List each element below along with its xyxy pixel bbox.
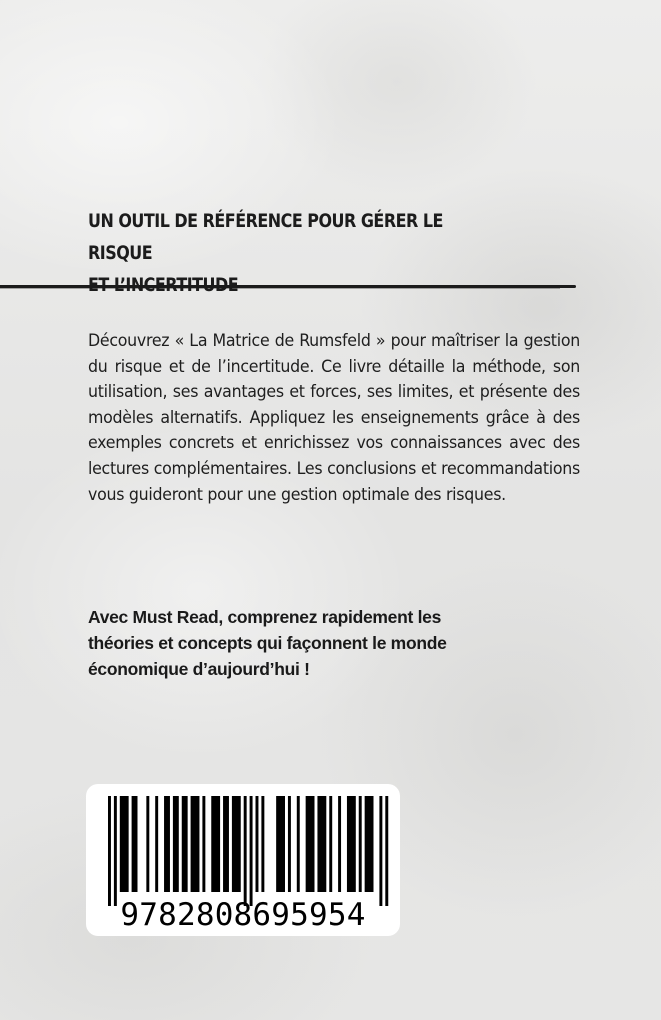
barcode-bar xyxy=(288,796,291,892)
isbn-number: 9782808695954 xyxy=(120,897,366,933)
barcode-bar xyxy=(108,796,111,906)
barcode-bar xyxy=(146,796,149,892)
barcode-bar xyxy=(223,796,229,892)
publisher-tagline: Avec Must Read, comprenez rapidement les théories et concepts qui façonnent le monde économique d’aujourd’hui ! xyxy=(88,607,447,679)
barcode-bar xyxy=(379,796,382,906)
barcode-bar xyxy=(329,796,332,892)
barcode-bar xyxy=(182,796,188,892)
barcode-bar xyxy=(202,796,205,892)
barcode-bar xyxy=(261,796,264,892)
barcode-bar xyxy=(347,796,356,892)
barcode-bar xyxy=(297,796,300,892)
barcode-bar xyxy=(250,796,253,906)
barcode-bar xyxy=(114,796,117,906)
book-description: Découvrez « La Matrice de Rumsfeld » pour maîtriser la gestion du risque et de l’incertitude. Ce livre détaille la méthode, son utilisation, ses avantages et forces, ses limites, et présente des modèles alternatifs. Appliquez les enseignements grâce à des exemples concrets et enrichissez vos connaissances avec des lectures complémentaires. Les conclusions et recommandations vous guideront pour une gestion optimale des risques. xyxy=(88,331,580,505)
barcode-bar xyxy=(359,796,362,892)
section-heading: UN OUTIL DE RÉFÉRENCE POUR GÉRER LE RISQUE xyxy=(88,210,443,264)
barcode-bar xyxy=(317,796,326,892)
barcode-bar xyxy=(132,796,138,892)
barcode-bar xyxy=(232,796,241,892)
barcode-bar xyxy=(256,796,259,892)
barcode-bar xyxy=(244,796,247,906)
barcode-bar xyxy=(276,796,285,892)
barcode-bar xyxy=(306,796,315,892)
barcode-bar xyxy=(385,796,388,906)
barcode-bar xyxy=(211,796,220,892)
barcode-bar xyxy=(155,796,158,892)
barcode-bar xyxy=(191,796,200,892)
barcode-bar xyxy=(338,796,341,892)
barcode-bar xyxy=(164,796,170,892)
barcode-bar xyxy=(365,796,374,892)
barcode-bar xyxy=(120,796,129,892)
barcode-bars xyxy=(108,796,388,906)
barcode-bar xyxy=(173,796,179,892)
